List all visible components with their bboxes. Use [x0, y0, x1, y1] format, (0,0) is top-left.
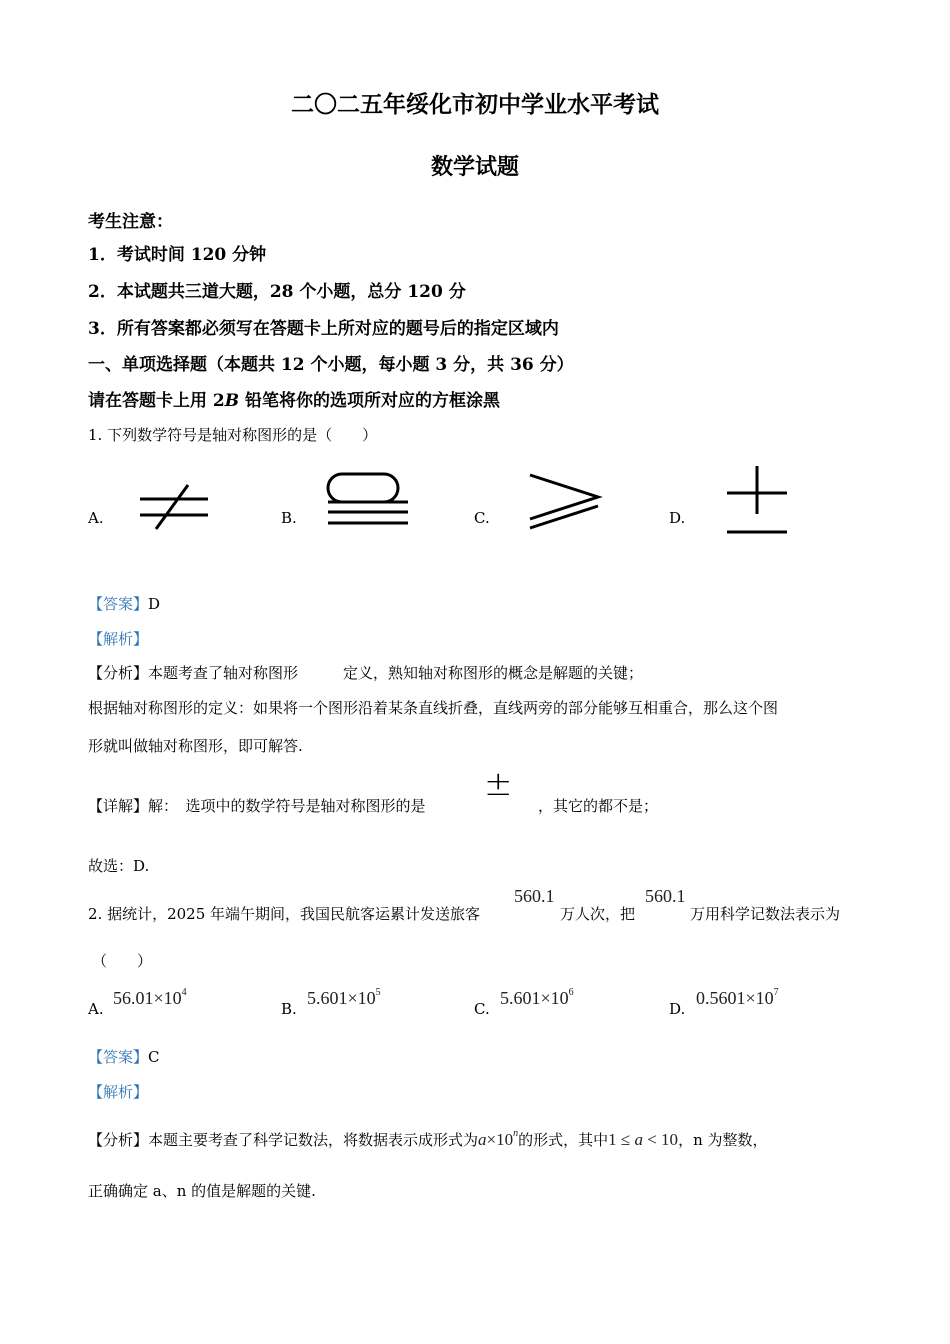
q2-analysis-line2: 正确确定 a、n 的值是解题的关键. — [88, 1182, 316, 1200]
q2-stem-post: 万用科学记数法表示为 — [690, 905, 841, 923]
q1-option-d-label: D. — [669, 509, 686, 527]
q2-option-c-label: C. — [474, 1000, 490, 1018]
exam-subtitle: 数学试题 — [430, 154, 519, 180]
q2-analysis-label: 【解析】 — [88, 1083, 149, 1101]
q2-option-a-label: A. — [88, 1000, 104, 1018]
q2-option-a-value: $56.01\times 10^4$ — [113, 987, 187, 1008]
q2-analysis-line1: 【分析】本题主要考查了科学记数法，将数据表示成形式为$a\times 10^n$的形式，其中1 ≤ a < 10，n 为整数， — [88, 1128, 768, 1149]
q2-paren: （ ） — [92, 952, 153, 970]
q2-stem-pre: 2. 据统计，2025 年端午期间，我国民航客运累计发送旅客 — [88, 905, 481, 923]
q1-detail-symbol: ± — [484, 764, 513, 804]
q1-analysis-p2b: 形就叫做轴对称图形，即可解答. — [88, 737, 303, 755]
section-heading: 一、单项选择题（本题共 12 个小题，每小题 3 分，共 36 分） — [88, 355, 574, 375]
q1-analysis-p2a: 根据轴对称图形的定义：如果将一个图形沿着某条直线折叠，直线两旁的部分能够互相重合，那么这个图 — [88, 699, 779, 717]
q1-answer: 【答案】D — [88, 595, 161, 613]
q2-option-b-label: B. — [281, 1000, 297, 1018]
q1-detail-post: ，其它的都不是； — [538, 797, 659, 815]
q2-answer: 【答案】C — [88, 1048, 160, 1066]
q1-analysis-label: 【解析】 — [88, 630, 149, 648]
q2-number-1: 560.1 — [514, 886, 555, 906]
q1-stem: 1. 下列数学符号是轴对称图形的是（ ） — [88, 426, 378, 444]
notice-item-1: 1．考试时间 120 分钟 — [88, 245, 267, 265]
q1-analysis-p1: 【分析】本题考查了轴对称图形 定义，熟知轴对称图形的概念是解题的关键； — [88, 664, 644, 682]
plus-minus-symbol — [722, 463, 792, 537]
q2-option-d-value: $0.5601\times 10^7$ — [696, 987, 779, 1008]
q2-option-d-label: D. — [669, 1000, 686, 1018]
greater-equal-symbol — [526, 470, 604, 532]
not-equal-symbol — [136, 482, 212, 532]
q2-stem-mid: 万人次，把 — [560, 905, 636, 923]
exam-title: 二〇二五年绥化市初中学业水平考试 — [291, 91, 659, 118]
q1-option-b-label: B. — [281, 509, 297, 527]
q1-option-a-label: A. — [88, 509, 104, 527]
notice-item-2: 2．本试题共三道大题，28 个小题，总分 120 分 — [88, 282, 466, 302]
notice-heading: 考生注意： — [88, 212, 173, 232]
section-instruction: 请在答题卡上用 2B 铅笔将你的选项所对应的方框涂黑 — [88, 391, 501, 411]
q2-option-b-value: $5.601\times 10^5$ — [307, 987, 381, 1008]
subset-equal-symbol — [322, 468, 412, 530]
notice-item-3: 3．所有答案都必须写在答题卡上所对应的题号后的指定区域内 — [88, 319, 559, 339]
q2-option-c-value: $5.601\times 10^6$ — [500, 987, 574, 1008]
q1-option-c-label: C. — [474, 509, 490, 527]
q2-number-2: 560.1 — [645, 886, 686, 906]
q1-conclusion: 故选：D. — [88, 857, 150, 875]
q1-detail-pre: 【详解】解： 选项中的数学符号是轴对称图形的是 — [88, 797, 426, 815]
